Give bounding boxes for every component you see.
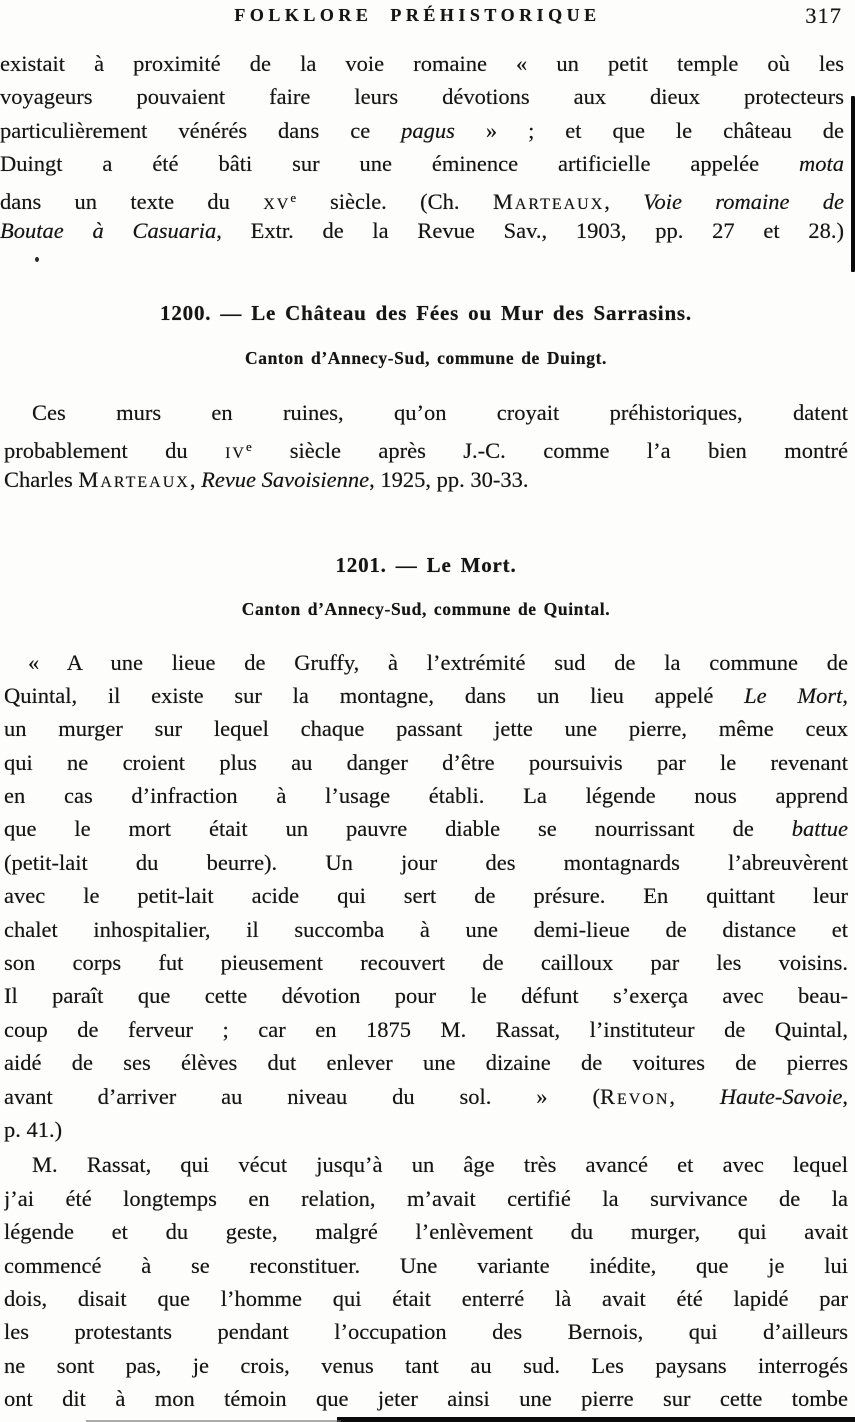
text-line (4, 679, 848, 712)
section-heading: 1200. — Le Château des Fées ou Mur des Sarrasins. (160, 301, 692, 326)
text-segment: aidé de ses élèves dut enlever une dizaine de voitures de pierres (4, 1050, 848, 1076)
text-segment: battue (791, 816, 848, 842)
text-segment: e (290, 189, 297, 205)
text-line (4, 979, 848, 1012)
text-segment: son corps fut pieusement recouvert de cailloux par les voisins. (4, 950, 848, 976)
text-line (4, 746, 848, 779)
page-number: 317 (805, 3, 842, 28)
text-line (4, 1113, 848, 1146)
text-segment: ne sont pas, je crois, venus tant au sud. Les paysans interrogés (4, 1352, 848, 1378)
text-segment: Il paraît que cette dévotion pour le défunt s’exerça avec beau- (4, 983, 848, 1009)
text-segment: Revue Savoisienne (201, 467, 370, 493)
text-line (4, 879, 848, 912)
text-segment: les protestants pendant l’occupation des Bernois, qui d’ailleurs (4, 1319, 848, 1345)
text-segment: Marteaux (78, 467, 190, 493)
text-line (0, 80, 844, 113)
text-segment: mota (799, 151, 844, 177)
text-segment: , 1925, pp. 30-33. (369, 467, 529, 493)
text-segment: chalet inhospitalier, il succomba à une demi-lieue de distance et (4, 916, 848, 942)
text-line (4, 1215, 848, 1248)
text-segment: probablement du (4, 437, 226, 463)
section-heading: 1201. — Le Mort. (335, 552, 517, 577)
scan-artifact-right-edge-bar (851, 96, 855, 272)
text-segment: qui ne croient plus au danger d’être poursuivis par le revenant (4, 749, 848, 775)
text-line (0, 147, 844, 180)
text-line (4, 1182, 848, 1215)
text-segment: , (604, 188, 644, 214)
text-line (4, 1080, 848, 1113)
text-line (4, 430, 848, 463)
text-line (4, 779, 848, 812)
text-line (4, 463, 848, 496)
text-line (4, 646, 848, 679)
text-segment: siècle. (Ch. (296, 188, 493, 214)
text-line (4, 1382, 848, 1415)
text-segment: particulièrement vénérés dans ce (0, 117, 402, 143)
text-segment: voyageurs pouvaient faire leurs dévotions aux dieux protecteurs (0, 84, 844, 110)
paragraph (4, 646, 848, 1147)
paragraph (4, 396, 848, 496)
text-segment: » ; et que le château de (454, 117, 844, 143)
text-segment: , (842, 1083, 848, 1109)
paragraph (4, 1148, 848, 1415)
text-segment: coup de ferveur ; car en 1875 M. Rassat, l’instituteur de Quintal, (4, 1016, 848, 1042)
text-segment: Ces murs en ruines, qu’on croyait préhistoriques, datent (32, 400, 848, 426)
text-line (4, 1046, 848, 1079)
section-subheading: Canton d’Annecy-Sud, commune de Quintal. (241, 598, 611, 619)
text-segment: e (245, 438, 253, 454)
text-line (4, 396, 848, 429)
text-segment: , Extr. de la Revue Sav., 1903, pp. 27 et 28.) (216, 217, 844, 243)
text-segment: dois, disait que l’homme qui était enterré là avait été lapidé par (4, 1285, 848, 1311)
text-segment: un murger sur lequel chaque passant jette une pierre, même ceux (4, 716, 848, 742)
text-line (0, 47, 844, 80)
text-segment: pagus (401, 117, 455, 143)
text-segment: iv (225, 437, 246, 463)
text-line (4, 846, 848, 879)
page-body (0, 47, 848, 1416)
text-segment: xv (263, 188, 291, 214)
text-segment: Voie romaine de (643, 188, 844, 214)
text-line (4, 1282, 848, 1315)
text-segment: , (669, 1083, 720, 1109)
running-title: FOLKLORE PRÉHISTORIQUE (234, 5, 601, 25)
text-segment: Le Mort (744, 682, 843, 708)
text-segment: que le mort était un pauvre diable se nourrissant de (4, 816, 792, 842)
text-segment: dans un texte du (0, 188, 264, 214)
text-segment: p. 41.) (4, 1116, 63, 1142)
text-segment: Quintal, il existe sur la montagne, dans un lieu appelé (4, 682, 745, 708)
text-segment: (petit-lait du beurre). Un jour des montagnards l’abreuvèrent (4, 849, 848, 875)
text-segment: Haute-Savoie (719, 1083, 843, 1109)
text-segment: , (189, 467, 202, 493)
text-segment: légende et du geste, malgré l’enlèvement du murger, qui avait (4, 1219, 848, 1245)
paragraph (0, 47, 844, 247)
text-segment: Duingt a été bâti sur une éminence artificielle appelée (0, 151, 799, 177)
text-line (4, 1349, 848, 1382)
section-subheading: Canton d’Annecy-Sud, commune de Duingt. (244, 348, 607, 369)
text-line (0, 114, 844, 147)
text-segment: Boutae à Casuaria (0, 217, 217, 243)
text-segment: avec le petit-lait acide qui sert de présure. En quittant leur (4, 883, 848, 909)
text-line (4, 1249, 848, 1282)
text-segment: Charles (4, 467, 79, 493)
text-segment: en cas d’infraction à l’usage établi. La légende nous apprend (4, 783, 848, 809)
text-segment: , (842, 682, 848, 708)
text-line (4, 812, 848, 845)
scan-artifact-ink-dot (35, 257, 39, 262)
text-segment: avant d’arriver au niveau du sol. » ( (4, 1083, 600, 1109)
text-segment: « A une lieue de Gruffy, à l’extrémité sud de la commune de (28, 649, 848, 675)
text-segment: commencé à se reconstituer. Une variante inédite, que je lui (4, 1252, 848, 1278)
text-segment: Marteaux (492, 188, 605, 214)
text-line (0, 214, 844, 247)
running-header (0, 5, 855, 31)
text-segment: Revon (599, 1083, 670, 1109)
text-segment: siècle après J.-C. comme l’a bien montré (252, 437, 848, 463)
text-segment: ont dit à mon témoin que jeter ainsi une pierre sur cette tombe (4, 1386, 848, 1412)
text-segment: existait à proximité de la voie romaine « un petit temple où les (0, 51, 844, 76)
text-line (4, 946, 848, 979)
text-segment: M. Rassat, qui vécut jusqu’à un âge très avancé et avec lequel (32, 1152, 848, 1178)
text-line (4, 1148, 848, 1181)
text-line (0, 181, 844, 214)
text-line (4, 712, 848, 745)
text-line (4, 1013, 848, 1046)
text-line (4, 1315, 848, 1348)
text-line (4, 913, 848, 946)
scan-artifact-bottom-bar (337, 1417, 855, 1422)
text-segment: j’ai été longtemps en relation, m’avait certifié la survivance de la (4, 1185, 848, 1211)
